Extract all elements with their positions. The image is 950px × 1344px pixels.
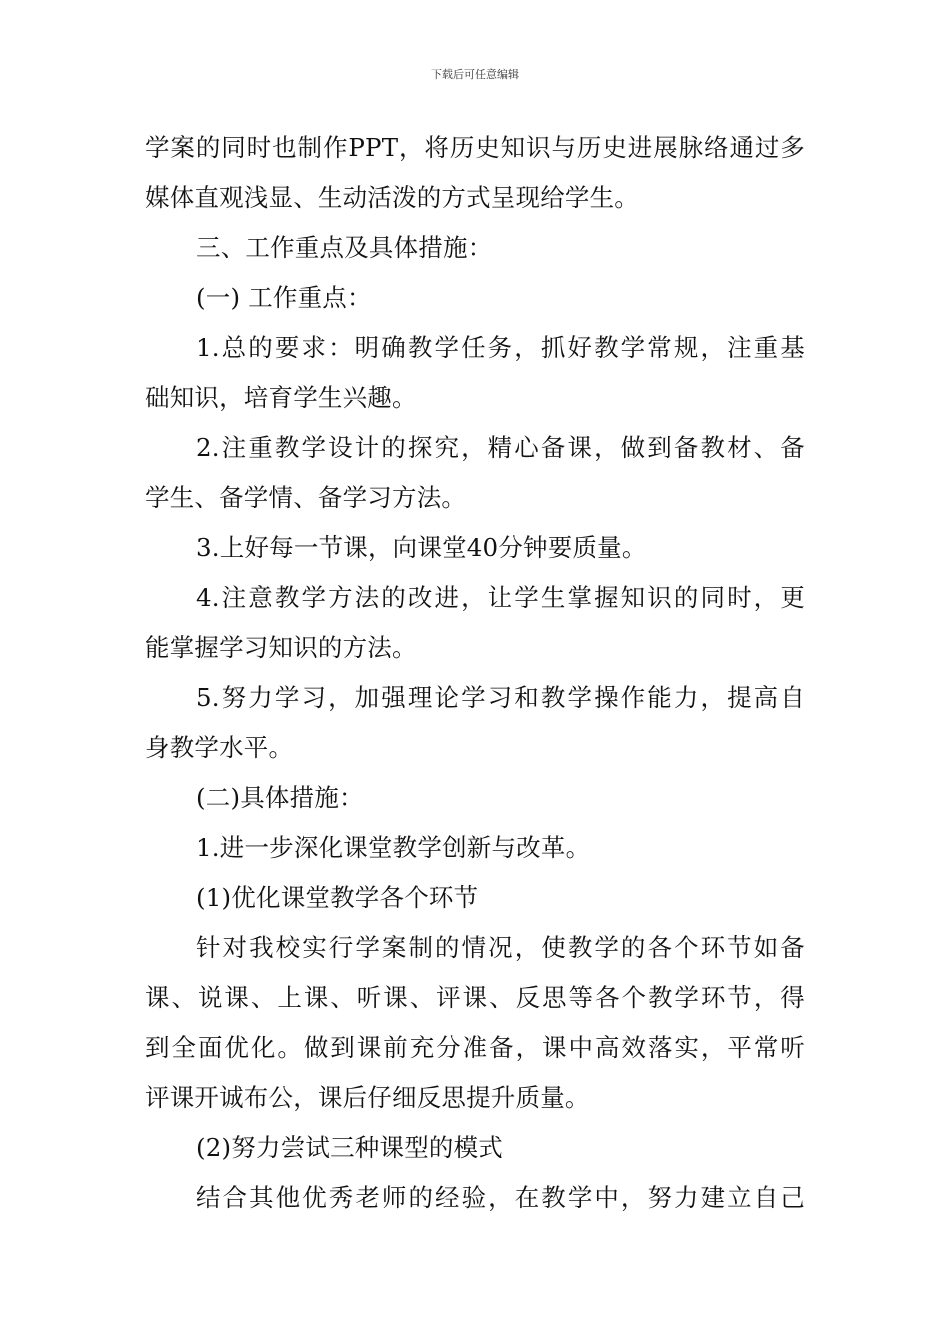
subsection-heading: (一) 工作重点： — [196, 283, 372, 312]
body-line: 学生、备学情、备学习方法。 — [145, 483, 467, 512]
page-header-note: 下载后可任意编辑 — [431, 68, 519, 81]
list-item: 4.注意教学方法的改进，让学生掌握知识的同时，更 — [196, 583, 805, 612]
body-line: 学案的同时也制作PPT，将历史知识与历史进展脉络通过多 — [145, 133, 805, 162]
list-item: (2)努力尝试三种课型的模式 — [196, 1133, 504, 1162]
list-item: 1.总的要求：明确教学任务，抓好教学常规，注重基 — [196, 333, 805, 362]
subsection-heading: (二)具体措施： — [196, 783, 364, 812]
body-line: 针对我校实行学案制的情况，使教学的各个环节如备 — [196, 933, 805, 962]
body-line: 到全面优化。做到课前充分准备，课中高效落实，平常听 — [145, 1033, 805, 1062]
body-line: 评课开诚布公，课后仔细反思提升质量。 — [145, 1083, 590, 1112]
list-item: 1.进一步深化课堂教学创新与改革。 — [196, 833, 591, 862]
list-item: 2.注重教学设计的探究，精心备课，做到备教材、备 — [196, 433, 805, 462]
body-line: 媒体直观浅显、生动活泼的方式呈现给学生。 — [145, 183, 639, 212]
body-line: 结合其他优秀老师的经验，在教学中，努力建立自己 — [196, 1183, 805, 1212]
list-item: 5.努力学习，加强理论学习和教学操作能力，提高自 — [196, 683, 805, 712]
body-line: 身教学水平。 — [145, 733, 294, 762]
body-line: 础知识，培育学生兴趣。 — [145, 383, 417, 412]
body-line: 能掌握学习知识的方法。 — [145, 633, 417, 662]
section-heading: 三、工作重点及具体措施： — [196, 233, 493, 262]
list-item: (1)优化课堂教学各个环节 — [196, 883, 479, 912]
body-line: 课、说课、上课、听课、评课、反思等各个教学环节，得 — [145, 983, 805, 1012]
list-item: 3.上好每一节课，向课堂40分钟要质量。 — [196, 533, 647, 562]
